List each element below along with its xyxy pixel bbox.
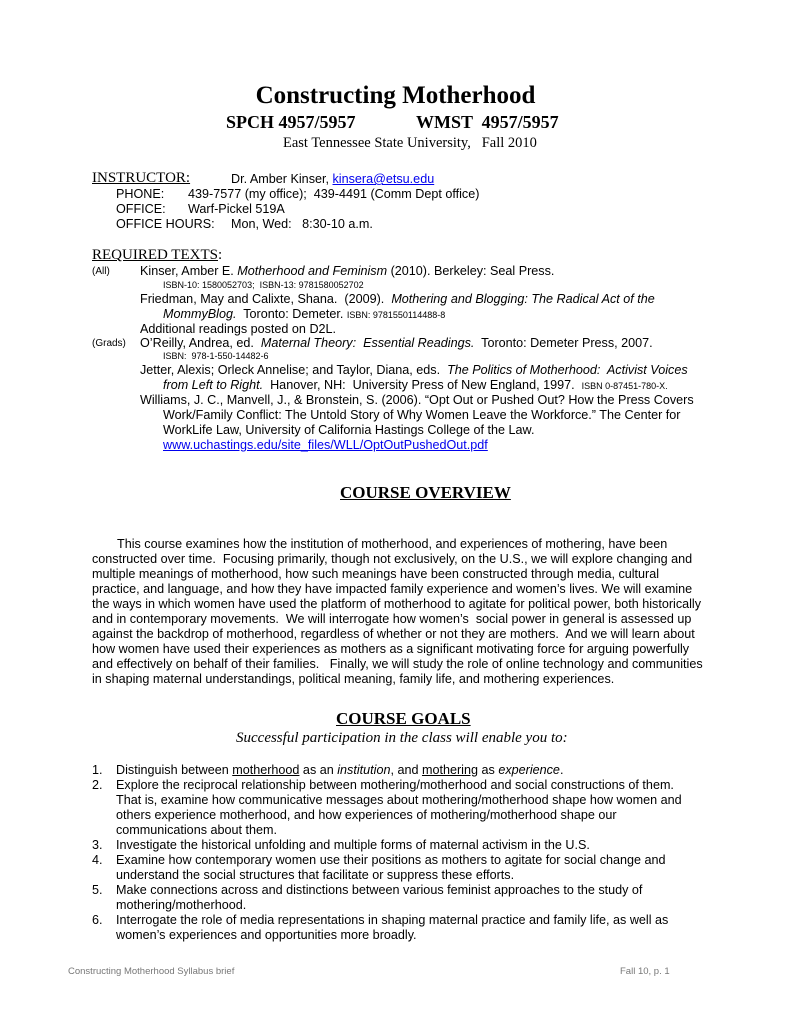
goals-heading	[336, 709, 471, 729]
oreilly-author: O’Reilly, Andrea, ed.	[140, 336, 261, 350]
friedman-publisher: Toronto: Demeter.	[236, 307, 347, 321]
friedman-citation-line2	[163, 307, 445, 323]
required-texts-heading	[92, 247, 222, 264]
jetter-title-part1: The Politics of Motherhood: Activist Voices	[447, 363, 688, 377]
jetter-citation-line1	[140, 363, 688, 378]
goal-1	[116, 763, 563, 778]
goal-5-number: 5.	[92, 883, 103, 897]
grads-tag: (Grads)	[92, 338, 126, 349]
goal-1-part-c: , and	[390, 763, 422, 777]
goal-1-part-a: Distinguish between	[116, 763, 233, 777]
goal-1-mothering: mothering	[421, 763, 478, 777]
goal-2-line-2: That is, examine how communicative messages about mothering/motherhood shape how women and	[116, 793, 682, 807]
kinser-author: Kinser, Amber E.	[140, 264, 238, 278]
goal-4	[116, 853, 666, 883]
goal-3-number: 3.	[92, 838, 103, 852]
williams-url-link[interactable]: www.uchastings.edu/site_files/WLL/OptOutPushedOut.pdf	[163, 438, 488, 452]
jetter-author: Jetter, Alexis; Orleck Annelise; and Taylor, Diana, eds.	[140, 363, 448, 377]
overview-line-5: the ways in which women have used the platform of motherhood to agitate for political power, both historically	[92, 597, 702, 611]
overview-line-1: This course examines how the institution of motherhood, and experiences of mothering, have been	[117, 537, 668, 551]
goal-2-line-3: others experience motherhood, and how experiences of mothering/motherhood shape our	[116, 808, 617, 822]
jetter-publisher: Hanover, NH: University Press of New England, 1997.	[263, 378, 582, 392]
hours-label: OFFICE HOURS:	[116, 217, 215, 231]
overview-heading	[340, 483, 511, 503]
goal-1-motherhood: motherhood	[232, 763, 300, 777]
phone-value: 439-7577 (my office); 439-4491 (Comm Dept office)	[188, 187, 480, 201]
williams-citation-line2: Work/Family Conflict: The Untold Story of Why Women Leave the Workforce.” The Center for	[163, 408, 681, 422]
overview-line-4: practice, and language, and how they have impacted family experience and women’s lives. We will examine	[92, 582, 693, 596]
wmst-codes: WMST 4957/5957	[416, 112, 559, 132]
williams-citation-line1: Williams, J. C., Manvell, J., & Bronstein, S. (2006). “Opt Out or Pushed Out? How the Press Covers	[140, 393, 694, 407]
goal-5-line-1: Make connections across and distinctions between various feminist approaches to the study of	[116, 883, 643, 897]
kinser-title: Motherhood and Feminism	[237, 264, 388, 278]
overview-line-3: multiple meanings of motherhood, how such meanings have been constructed through media, cultural	[92, 567, 660, 581]
friedman-title-part1: Mothering and Blogging: The Radical Act of the	[391, 292, 655, 306]
goal-4-number: 4.	[92, 853, 103, 867]
overview-line-9: and effectively on behalf of their families. Finally, we will study the role of online technology and communities	[92, 657, 703, 671]
instructor-heading	[92, 170, 190, 187]
goal-2-line-1: Explore the reciprocal relationship between mothering/motherhood and social constructions of them.	[116, 778, 674, 792]
kinser-publisher: (2010). Berkeley: Seal Press.	[387, 264, 555, 278]
footer-left: Constructing Motherhood Syllabus brief	[68, 966, 235, 977]
oreilly-citation	[140, 336, 653, 351]
office-label: OFFICE:	[116, 202, 166, 216]
goals-heading-text: COURSE GOALS	[336, 709, 471, 728]
friedman-isbn: ISBN: 9781550114488-8	[346, 310, 446, 320]
oreilly-publisher: Toronto: Demeter Press, 2007.	[474, 336, 653, 350]
hours-value: Mon, Wed: 8:30-10 a.m.	[231, 217, 373, 231]
goal-3-line-1: Investigate the historical unfolding and multiple forms of maternal activism in the U.S.	[116, 838, 590, 852]
jetter-citation-line2	[163, 378, 668, 394]
goal-1-number: 1.	[92, 763, 103, 777]
williams-citation-line3: WorkLife Law, University of California Hastings College of the Law.	[163, 423, 535, 437]
instructor-heading-text: INSTRUCTOR:	[92, 170, 191, 186]
goal-1-part-e: .	[559, 763, 564, 777]
jetter-isbn: ISBN 0-87451-780-X.	[581, 381, 668, 391]
required-texts-heading-text: REQUIRED TEXTS	[92, 247, 218, 263]
goal-2-number: 2.	[92, 778, 103, 792]
overview-heading-text: COURSE OVERVIEW	[340, 483, 511, 502]
friedman-author: Friedman, May and Calixte, Shana. (2009).	[140, 292, 392, 306]
all-tag: (All)	[92, 266, 110, 277]
kinser-isbn: ISBN-10: 1580052703; ISBN-13: 9781580052702	[163, 280, 364, 290]
oreilly-title: Maternal Theory: Essential Readings.	[260, 336, 475, 350]
office-value: Warf-Pickel 519A	[188, 202, 285, 216]
goal-1-part-b: as an	[299, 763, 338, 777]
footer-right: Fall 10, p. 1	[620, 966, 670, 977]
overview-line-7: against the backdrop of motherhood, regardless of whether or not they are mothers. And we will learn about	[92, 627, 695, 641]
course-codes: SPCH 4957/5957	[226, 112, 356, 132]
goal-1-experience: experience	[498, 763, 560, 777]
friedman-citation-line1	[140, 292, 655, 307]
institution-line: East Tennessee State University, Fall 2010	[283, 135, 537, 151]
additional-readings: Additional readings posted on D2L.	[140, 322, 337, 336]
goal-4-line-1: Examine how contemporary women use their positions as mothers to agitate for social change and	[116, 853, 666, 867]
instructor-name-line	[231, 172, 434, 187]
goal-2-line-4: communications about them.	[116, 823, 278, 837]
overview-line-10: in shaping maternal understandings, political meaning, family life, and mothering experiences.	[92, 672, 615, 686]
goal-1-institution: institution	[337, 763, 391, 777]
overview-line-6: and in contemporary movements. We will interrogate how women’s social power in general is assessed up	[92, 612, 692, 626]
overview-line-2: constructed over time. Focusing primarily, though not exclusively, on the U.S., we will explore changing and	[92, 552, 693, 566]
goal-6-line-1: Interrogate the role of media representations in shaping maternal practice and family life, as well as	[116, 913, 669, 927]
goal-4-line-2: understand the social structures that facilitate or suppress these efforts.	[116, 868, 515, 882]
goal-1-part-d: as	[478, 763, 499, 777]
goal-6	[116, 913, 668, 943]
oreilly-isbn: ISBN: 978-1-550-14482-6	[163, 351, 269, 361]
overview-paragraph	[92, 522, 703, 702]
friedman-title-part2: MommyBlog.	[163, 307, 237, 321]
jetter-title-part2: from Left to Right.	[163, 378, 264, 392]
goal-6-number: 6.	[92, 913, 103, 927]
goal-2	[116, 778, 682, 838]
goals-subheading: Successful participation in the class will enable you to:	[236, 730, 568, 746]
overview-line-8: how women have used their experiences as mothers as a significant motivating force for arguing powerfully	[92, 642, 690, 656]
document-title: Constructing Motherhood	[255, 82, 536, 109]
phone-label: PHONE:	[116, 187, 165, 201]
goal-5	[116, 883, 642, 913]
goal-3	[116, 838, 590, 853]
instructor-name: Dr. Amber Kinser,	[231, 172, 329, 186]
required-texts-colon: :	[217, 247, 223, 263]
kinser-citation	[140, 264, 554, 279]
goal-6-line-2: women’s experiences and opportunities more broadly.	[116, 928, 417, 942]
instructor-email-link[interactable]: kinsera@etsu.edu	[332, 172, 435, 186]
goal-5-line-2: mothering/motherhood.	[116, 898, 247, 912]
